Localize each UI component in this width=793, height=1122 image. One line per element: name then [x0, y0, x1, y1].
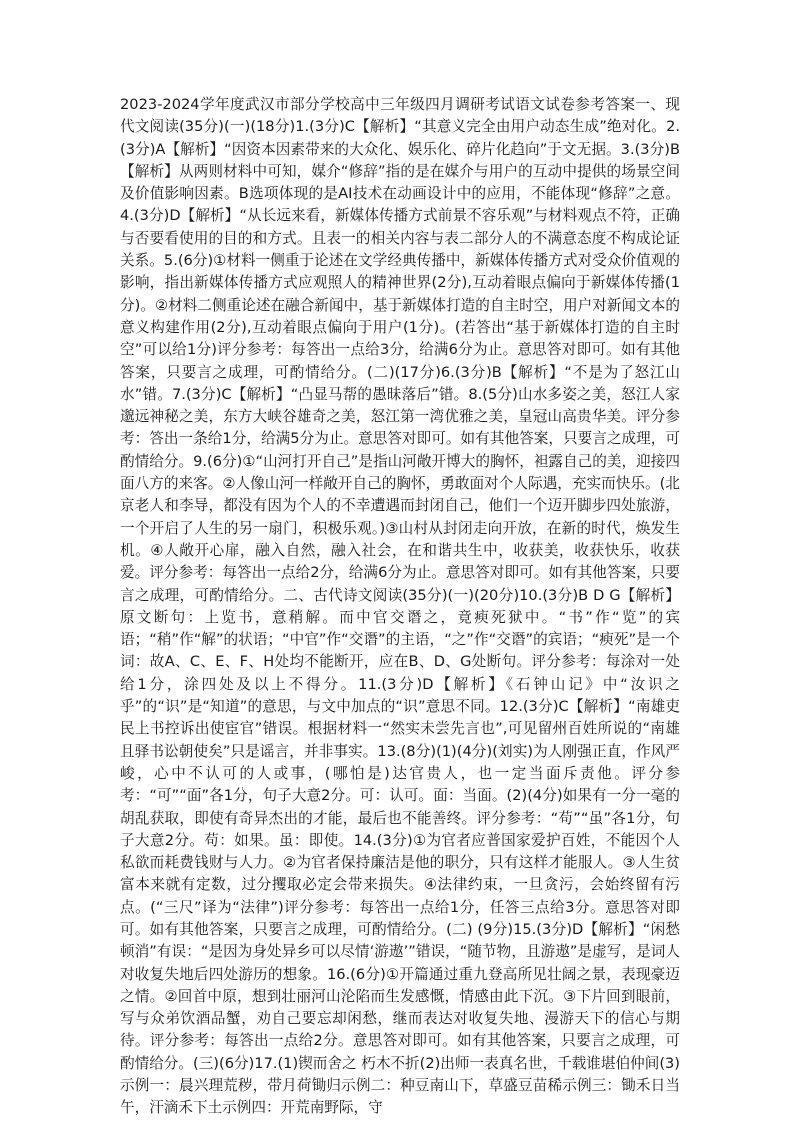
answer-key-body-text: 2023-2024学年度武汉市部分学校高中三年级四月调研考试语文试卷参考答案一、现代文阅读(35分)(一)(18分)1.(3分)C【解析】“其意义完全由用户动态生成”绝对化。2.(3分)A【解析】“因资本因素带来的大众化、娱乐化、碎片化趋向”于文无据。3.(3分)B【解析】从两则材料中可知，媒介“修辞”指的是在媒介与用户的互动中提供的场景空间及价值影响因素。B选项体现的是AI技术在动画设计中的应用，不能体现“修辞”之意。4.(3分)D【解析】“从长远来看，新媒体传播方式前景不容乐观”与材料观点不符，正确与否要看使用的目的和方式。且表一的相关内容与表二部分人的不满意态度不构成论证关系。5.(6分)①材料一侧重于论述在文学经典传播中，新媒体传播方式对受众价值观的影响，指出新媒体传播方式应观照人的精神世界(2分),互动着眼点偏向于新媒体传播(1分)。②材料二侧重论述在融合新闻中，基于新媒体打造的自主时空，用户对新闻文本的意义构建作用(2分),互动着眼点偏向于用户(1分)。(若答出“基于新媒体打造的自主时空”可以给1分)评分参考：每答出一点给3分，给满6分为止。意思答对即可。如有其他答案，只要言之成理，可酌情给分。(二)(17分)6.(3分)B【解析】“不是为了怒江山水”错。7.(3分)C【解析】“凸显马帮的愚昧落后”错。8.(5分)山水多姿之美，怒江人家邈远神秘之美，东方大峡谷雄奇之美，怒江第一湾优雅之美，皇冠山高贵华美。评分参考：答出一条给1分，给满5分为止。意思答对即可。如有其他答案，只要言之成理，可酌情给分。9.(6分)①“山河打开自己”是指山河敞开博大的胸怀，袒露自己的美，迎接四面八方的来客。②人像山河一样敞开自己的胸怀，勇敢面对个人际遇，充实而快乐。(北京老人和李导，都没有因为个人的不幸遭遇而封闭自己，他们一个迈开脚步四处旅游，一个开启了人生的另一扇门，积极乐观。)③山村从封闭走向开放，在新的时代，焕发生机。④人敞开心扉，融入自然，融入社会，在和谐共生中，收获美，收获快乐，收获爱。评分参考：每答出一点给2分，给满6分为止。意思答对即可。如有其他答案，只要言之成理，可酌情给分。二、古代诗文阅读(35分)(一)(20分)10.(3分)B D G【解析】原文断句：上览书，意稍解。而中官交谮之，竟瘐死狱中。“书”作“览”的宾语；“稍”作“解”的状语；“中官”作“交谮”的主语，“之”作“交谮”的宾语；“瘐死”是一个词：故A、C、E、F、H处均不能断开，应在B、D、G处断句。评分参考：每涂对一处给1分，涂四处及以上不得分。11.(3分)D【解析】《石钟山记》中“汝识之乎”的“识”是“知道”的意思，与文中加点的“识”意思不同。12.(3分)C【解析】“南雄吏民上书控诉出使宦官”错误。根据材料一“然实未尝先言也”,可见留州百姓所说的“南雄且驿书讼朝使矣”只是谣言，并非事实。13.(8分)(1)(4分)(刘实)为人刚强正直，作风严峻，心中不认可的人或事，(哪怕是)达官贵人，也一定当面斥责他。评分参考：“可”“面”各1分，句子大意2分。可：认可。面：当面。(2)(4分)如果有一分一毫的胡乱获取，即使有奇异杰出的才能，最后也不能善终。评分参考：“苟”“虽”各1分，句子大意2分。苟：如果。虽：即使。14.(3分)①为官者应普国家爱护百姓，不能因个人私欲而耗费钱财与人力。②为官者保持廉洁是他的职分，只有这样才能服人。③人生贫富本来就有定数，过分攫取必定会带来损失。④法律约束，一旦贪污，会始终留有污点。(“三尺”译为“法律”)评分参考：每答出一点给1分，任答三点给3分。意思答对即可。如有其他答案，只要言之成理，可酌情给分。(二) (9分)15.(3分)D【解析】“闲愁顿消”有误：“是因为身处异乡可以尽情‘游遨’”错误，“随节物，且游遨”是虚写，是词人对收复失地后四处游历的想象。16.(6分)①开篇通过重九登高所见壮阔之景，表现豪迈之情。②回首中原，想到壮丽河山沦陷而生发感慨，情感由此下沉。③下片回到眼前，写与众弟饮酒品蟹，劝自己要忘却闲愁，继而表达对收复失地、漫游天下的信心与期待。评分参考：每答出一点给2分。意思答对即可。如有其他答案，只要言之成理，可酌情给分。(三)(6分)17.(1)锲而舍之 朽木不折(2)出师一表真名世，千载谁堪伯仲间(3)示例一：晨兴理荒秽，带月荷锄归示例二：种豆南山下，草盛豆苗稀示例三：锄禾日当午，汗滴禾下土示例四：开荒南野际，守 — [120, 96, 680, 1117]
